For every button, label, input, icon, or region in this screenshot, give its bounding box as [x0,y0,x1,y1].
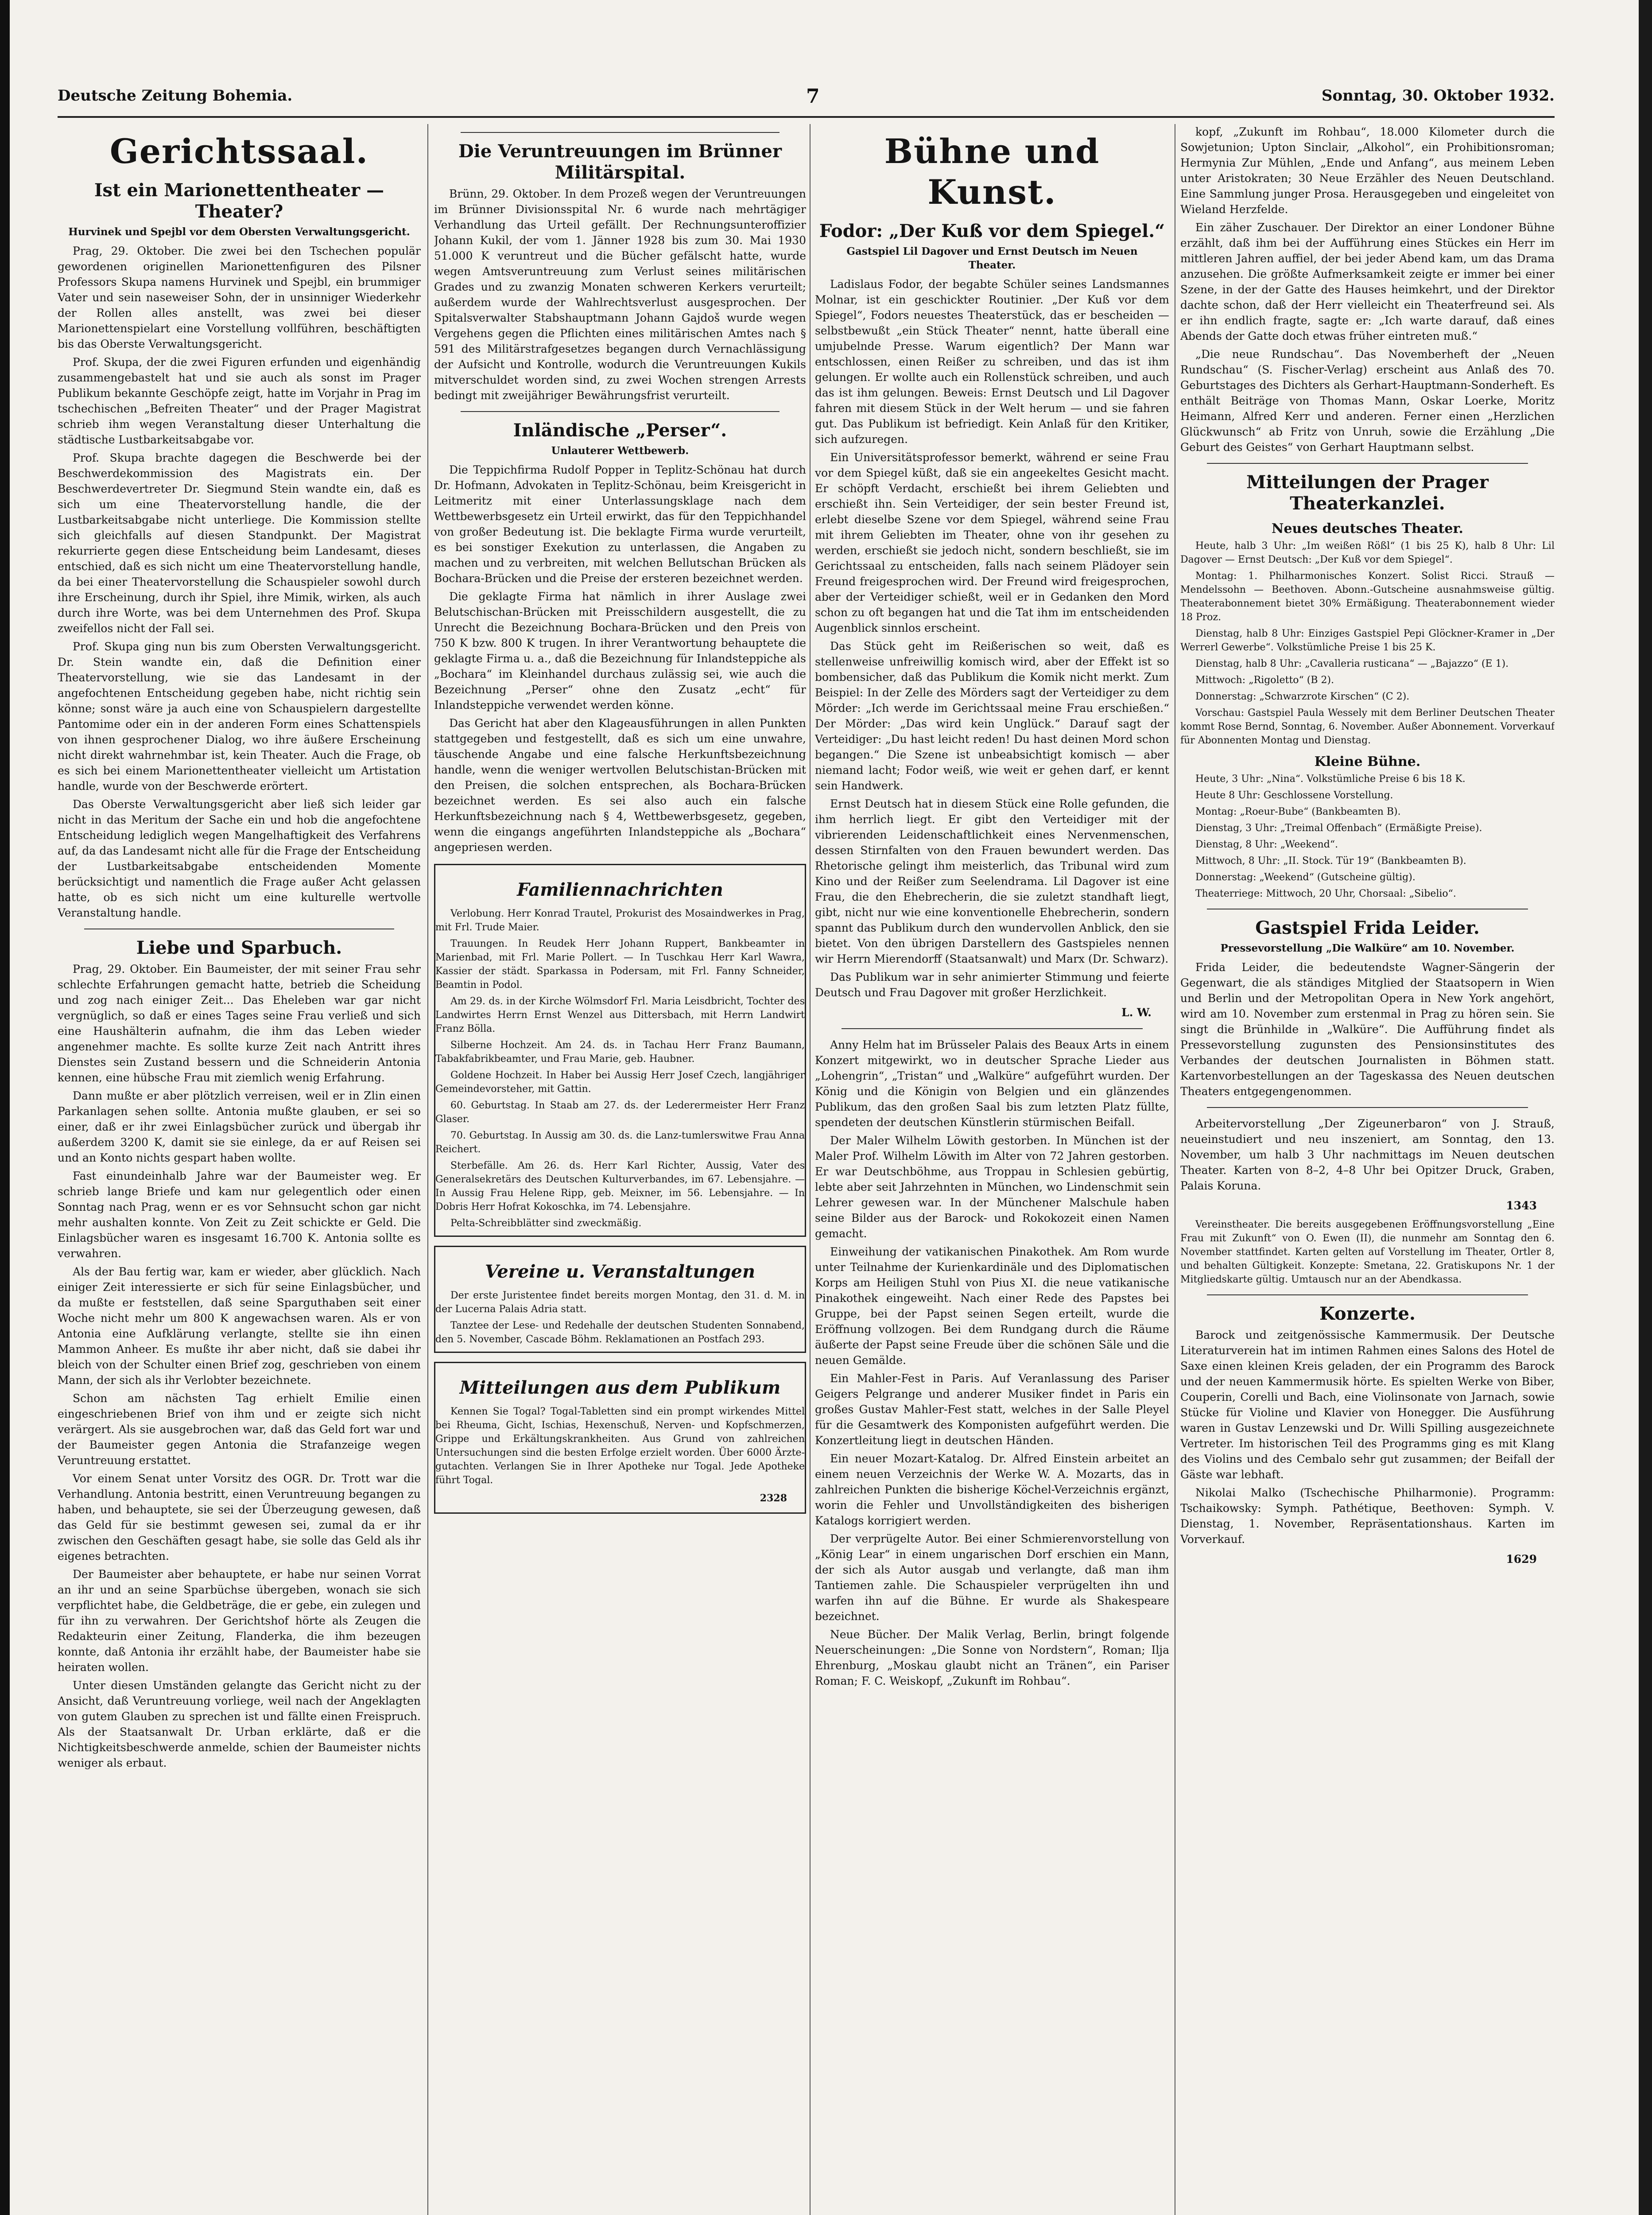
divider [1207,463,1528,464]
article-subtitle: Unlauterer Wettbewerb. [551,445,689,457]
column-rule [427,124,428,2215]
page-number: 7 [806,85,820,108]
article-title: Konzerte. [1319,1303,1415,1324]
scan-edge-left [0,0,10,2215]
notice: Trauungen. In Reudek Herr Johann Ruppert, Bankbeamter in Marienbad, mit Frl. Marie Pollert. — In Tuschkau Herr Karl Wawra, Kassier der städt. Sparkassa in Podersam, mit Frl. Fanny Schneider, Beamtin in Podol. [435,938,805,991]
article-title: Inländische „Perser“. [513,420,727,441]
paragraph: Das Publikum war in sehr animierter Stimmung und feierte Deutsch und Frau Dagover mit großer Herzlichkeit. [815,971,1169,999]
article-title: Ist ein Marionettentheater — Theater? [94,180,384,222]
ad-code: 2328 [760,1492,787,1504]
listing: Donnerstag: „Schwarzrote Kirschen“ (C 2). [1195,691,1410,702]
notice: Goldene Hochzeit. In Haber bei Aussig Herr Josef Czech, langjähriger Gemeindevorsteher, mit Gattin. [435,1070,805,1095]
paragraph: Der Baumeister aber behauptete, er habe nur seinen Vorrat an ihr und an seine Sparbüchse übergeben, wonach sie sich verpflichtet habe, die Geldbeträge, die er gebe, ein zulegen und für ihn zu verwahren. Der Gerichtshof hörte als Zeugen die Redakteurin einer Zeitung, Flanderka, die ihm bezeugen konnte, daß Antonia ihr erzählt habe, der Baumeister habe sie heiraten wollen. [58,1568,421,1674]
paragraph: Die Teppichfirma Rudolf Popper in Teplitz-Schönau hat durch Dr. Hofmann, Advokaten in Teplitz-Schönau, beim Kreisgericht in Leitmeritz mit einer Unterlassungsklage nach dem Wettbewerbsgesetz ein Urteil erwirkt, das für den Teppichhandel von großer Bedeutung ist. Die beklagte Firma wurde verurteilt, es bei sonstiger Exekution zu unterlassen, die Angaben zu machen und zu verbreiten, mit welchen Bellutschan Brücken als Bochara-Brücken und die Preise der ersteren bezeichnet werden. [434,463,806,585]
listing: Dienstag, 8 Uhr: „Weekend“. [1195,839,1338,850]
section-title-family: Familiennachrichten [517,879,723,900]
article-subtitle: Pressevorstellung „Die Walküre“ am 10. November. [1220,942,1515,954]
paragraph: Prof. Skupa, der die zwei Figuren erfunden und eigenhändig zusammengebastelt hat und sie auch als sonst im Prager Publikum bekannte Geschöpfe zeigt, hatte im Vorjahr in Prag im tschechischen „Befreiten Theater“ und der Prager Magistrat schrieb ihm wegen Veranstaltung dieser Unterhaltung die städtische Lustbarkeitsabgabe vor. [58,356,421,446]
notice: Sterbefälle. Am 26. ds. Herr Karl Richter, Aussig, Vater des Generalsekretärs des Deutschen Kulturverbandes, im 67. Lebensjahre. — In Aussig Frau Helene Ripp, geb. Meixner, im 56. Lebensjahre. — In Dobris Herr Hofrat Kokoschka, im 74. Lebensjahre. [435,1160,805,1212]
notice: Tanztee der Lese- und Redehalle der deutschen Studenten Sonnabend, den 5. November, Cascade Böhm. Reklamationen an Postfach 293. [435,1320,805,1345]
paragraph: Der Maler Wilhelm Löwith gestorben. In München ist der Maler Prof. Wilhelm Löwith im Alter von 72 Jahren gestorben. Er war Deutschböhme, aus Troppau in Schlesien gebürtig, lebte aber seit Jahrzehnten in München, wo Lindenschmit sein Lehrer gewesen war. In der Münchener Malschule haben seine Bilder aus der Barock- und Rokokozeit einen Namen gemacht. [815,1134,1169,1240]
column-4 [1180,124,1555,2215]
paragraph: Ein zäher Zuschauer. Der Direktor an einer Londoner Bühne erzählt, daß ihm bei der Aufführung eines Stückes ein Herr im mittleren Jahren auffiel, der bei jeder Abend kam, um das Drama anzusehen. Die größte Aufmerksamkeit zeigte er immer bei einer Szene, in der der Gatte des Hauses heimkehrt, und der Direktor dachte schon, daß der Herr vielleicht ein Theaterfreund sei. Als er ihn endlich fragte, sagte er: „Ich warte darauf, daß eines Abends der Gatte doch etwas früher eintreten muß.“ [1180,221,1555,342]
article-title: Mitteilungen der Prager Theaterkanzlei. [1246,472,1489,514]
paragraph: Nikolai Malko (Tschechische Philharmonie). Programm: Tschaikowsky: Symph. Pathétique, Beethoven: Symph. V. Dienstag, 1. November, Repräsentationshaus. Karten im Vorverkauf. [1180,1486,1555,1546]
paragraph: Ernst Deutsch hat in diesem Stück eine Rolle gefunden, die ihm herrlich liegt. Er gibt den Verteidiger mit der vibrierenden Leidenschaftlichkeit eines Nervenmenschen, dessen Stirnfalten von den Frauen bewundert werden. Das Rhetorische gelingt ihm meisterlich, das Tribunal wird zum Kino und der Reißer zum Seelendrama. Lil Dagover ist eine Frau, die den Ehebrecherin, die sie zuletzt standhaft liegt, gibt, nicht nur wie eine konventionelle Ehebrecherin, sondern spannt das Publikum durch den wundervollen Anblick, den sie bietet. Von den übrigen Darstellern des Gastspieles nennen wir Herrn Mierendorff (Staatsanwalt) und Marx (Dr. Schwarz). [815,797,1169,965]
issue-date: Sonntag, 30. Oktober 1932. [1321,87,1555,105]
listing: Heute, halb 3 Uhr: „Im weißen Rößl“ (1 bis 25 K), halb 8 Uhr: Lil Dagover — Ernst Deutsch: „Der Kuß vor dem Spiegel“. [1180,540,1555,565]
notice: Silberne Hochzeit. Am 24. ds. in Tachau Herr Franz Baumann, Tabakfabrikbeamter, und Frau Marie, geb. Haubner. [435,1040,805,1065]
notice: Pelta-Schreibblätter sind zweckmäßig. [450,1218,642,1229]
notice: Kennen Sie Togal? Togal-Tabletten sind ein prompt wirkendes Mittel bei Rheuma, Gicht, Ischias, Hexenschuß, Nerven- und Kopfschmerzen, Grippe und Erkältungskrankheiten. Aus Grund von zahlreichen Untersuchungen sind die besten Erfolge erzielt worden. Über 6000 Ärzte-gutachten. Verlangen Sie in Ihrer Apotheke nur Togal. Jede Apotheke führt Togal. [435,1406,805,1486]
paragraph: Frida Leider, die bedeutendste Wagner-Sängerin der Gegenwart, die als ständiges Mitglied der Staatsopern in Wien und Berlin und der Metropolitan Opera in New York angehört, wird am 10. November zum erstenmal in Prag zu hören sein. Sie singt die Brünhilde in „Walküre“. Die Aufführung findet als Pressevorstellung zugunsten des Pensionsinstitutes des Verbandes der deutschen Journalisten in Böhmen statt. Kartenvorbestellungen an der Tageskassa des Neuen deutschen Theaters entgegengenommen. [1180,961,1555,1098]
paragraph: Anny Helm hat im Brüsseler Palais des Beaux Arts in einem Konzert mitgewirkt, wo in deutscher Sprache Lieder aus „Lohengrin“, „Tristan“ und „Walküre“ aufgeführt wurden. Der König und die Königin von Belgien und ein glänzendes Publikum, das den großen Saal bis zum letzten Platz füllte, spendeten der deutschen Künstlerin stürmischen Beifall. [815,1038,1169,1129]
paragraph: Vereinstheater. Die bereits ausgegebenen Eröffnungsvorstellung „Eine Frau mit Zukunft“ von O. Ewen (II), die nunmehr am Sonntag den 6. November stattfindet. Karten gelten auf Vorstellung im Theater, Ortler 8, und behalten Gültigkeit. Konzepte: Smetana, 22. Gratiskupons Nr. 1 der Mitgliedskarte gültig. Umtausch nur an der Abendkassa. [1180,1219,1555,1285]
notice: Verlobung. Herr Konrad Trautel, Prokurist des Mosaindwerkes in Prag, mit Frl. Trude Maier. [435,908,805,933]
column-1 [58,124,421,2215]
public-notices-box [434,1362,806,1514]
paragraph: Das Oberste Verwaltungsgericht aber ließ sich leider gar nicht in das Meritum der Sache ein und hob die angefochtene Entscheidung lediglich wegen Mangelhaftigkeit des Verfahrens auf, da das Landesamt nicht alle für die Frage der Entscheidung der Lustbarkeitsabgabe entscheidenden Momente berücksichtigt und namentlich die Frage außer Acht gelassen hatte, ob es sich nicht um eine kulturelle wertvolle Veranstaltung handle. [58,798,421,919]
listing: Theaterriege: Mittwoch, 20 Uhr, Chorsaal: „Sibelio“. [1195,888,1456,899]
paragraph: Das Stück geht im Reißerischen so weit, daß es stellenweise unfreiwillig komisch wird, aber der Effekt ist so bombensicher, daß das Publikum die Komik nicht merkt. Zum Beispiel: In der Zelle des Mörders sagt der Verteidiger zu dem Mörder: „Ich werde im Gerichtssaal meine Frau erschießen.“ Der Mörder: „Das wird kein Unglück.“ Darauf sagt der Verteidiger: „Du hast leicht reden! Du hast deinen Mord schon begangen.“ Die Szene ist unbeabsichtigt komisch — aber niemand lacht; Fodor weiß, wie weit er gehen darf, er kennt sein Handwerk. [815,640,1169,792]
running-header [58,87,1555,113]
article-subtitle: Hurvinek und Spejbl vor dem Obersten Verwaltungsgericht. [68,226,410,238]
paragraph: Das Gericht hat aber den Klageausführungen in allen Punkten stattgegeben und festgestellt, daß es sich um eine unwahre, täuschende Angabe und eine falsche Herkunftsbezeichnung handle, wenn die weniger wertvollen Belutschistan-Brücken mit den Preisen, die solchen entsprechen, als Bochara-Brücken bezeichnet werden. Es sei also auch ein falsche Herkunftsbezeichnung nach § 4, Wettbewerbsgesetz, gegeben, wenn die eingangs angeführten Inlandsteppiche als „Bochara“ angepriesen werden. [434,717,806,854]
paragraph: Fast einundeinhalb Jahre war der Baumeister weg. Er schrieb lange Briefe und kam nur gelegentlich oder einen Sonntag nach Prag, wenn er es vor Sehnsucht schon gar nicht mehr aushalten konnte. Von Zeit zu Zeit schickte er Geld. Die Einlagsbücher waren es insgesamt 16.700 K. Antonia sollte es verwahren. [58,1170,421,1260]
header-rule [58,116,1555,118]
section-title-public: Mitteilungen aus dem Publikum [459,1377,781,1398]
article-title: Die Veruntreuungen im Brünner Militärspital. [458,141,782,183]
paragraph: Als der Bau fertig war, kam er wieder, aber glücklich. Nach einiger Zeit interessierte er sich für seine Einlagsbücher, und da mußte er feststellen, daß seine Sparguthaben seit einer Woche nicht mehr um 800 K angewachsen waren. Als er von Antonia eine Aufklärung verlangte, stellte sie ihn einen Mammon Anheer. Es mußte ihr aber nicht, daß sie dabei ihr bleich von der Schulter einen Brief zog, geschrieben von einem Mann, der sich als ihr Verlobter bezeichnete. [58,1265,421,1387]
column-3 [815,124,1169,2215]
paragraph: kopf, „Zukunft im Rohbau“, 18.000 Kilometer durch die Sowjetunion; Upton Sinclair, „Alkohol“, ein Prohibitionsroman; Hermynia Zur Mühlen, „Ende und Anfang“, aus meinem Leben unter Aristokraten; 30 Neue Erzähler des Neuen Deutschland. Eine Sammlung junger Prosa. Herausgegeben und eingeleitet von Wieland Herzfelde. [1180,125,1555,216]
author-signature: L. W. [1121,1006,1152,1019]
section-title-events: Vereine u. Veranstaltungen [485,1261,756,1282]
divider [842,1028,1143,1029]
paragraph: Ladislaus Fodor, der begabte Schüler seines Landsmannes Molnar, ist ein geschickter Routinier. „Der Kuß vor dem Spiegel“, Fodors neuestes Theaterstück, das er bescheiden — selbstbewußt „ein Stück Theater“ nennt, hatte überall eine umjubelnde Presse. Warum eigentlich? Der Mann war entschlossen, einen Reißer zu schreiben, und das ist ihm gelungen. Er wollte auch ein Rollenstück schreiben, und auch das ist ihm gelungen. Beweis: Ernst Deutsch und Lil Dagover fahren mit diesem Stück in der Welt herum — und sie fahren gut. Das Publikum ist befriedigt. Kein Anlaß für den Kritiker, sich aufzuregen. [815,278,1169,446]
paragraph: Brünn, 29. Oktober. In dem Prozeß wegen der Veruntreuungen im Brünner Divisionsspital Nr. 6 wurde nach mehrtägiger Verhandlung das Urteil gefällt. Der Rechnungsunteroffizier Johann Kukil, der vom 1. Jänner 1928 bis zum 30. Mai 1930 51.000 K veruntreut und die Bücher gefälscht hatte, wurde wegen Amtsveruntreuung zum Verlust seines militärischen Grades und zu zwanzig Monaten schweren Kerkers verurteilt; außerdem wurde der Wahlrechtsverlust ausgesprochen. Der Spitalsverwalter Stabshauptmann Johann Gajdoš wurde wegen Vergehens gegen die Pflichten eines militärischen Amtes nach § 591 des Militärstrafgesetzes begangen durch Vernachlässigung der Aufsicht und Kontrolle, wodurch die Veruntreuungen Kukils mitverschuldet worden sind, zu zwei Wochen strengen Arrests bedingt mit zweijähriger Bewährungsfrist verurteilt. [434,187,806,402]
divider [1207,1107,1528,1108]
paragraph: Unter diesen Umständen gelangte das Gericht nicht zu der Ansicht, daß Veruntreuung vorliege, weil nach der Angeklagten von gutem Glauben zu sprechen ist und fällte einen Freispruch. Als der Staatsanwalt Dr. Urban erklärte, daß er die Nichtigkeitsbeschwerde anmelde, schien der Baumeister nichts weniger als erbaut. [58,1679,421,1769]
divider [461,132,779,133]
paragraph: Prag, 29. Oktober. Ein Baumeister, der mit seiner Frau sehr schlechte Erfahrungen gemacht hatte, betrieb die Scheidung und zog nach einiger Zeit... Das Eheleben war gar nicht vergnüglich, so daß er eines Tages seine Frau verließ und sich eine Haushälterin aufnahm, die ihm das Leben wieder angenehmer machte. Es sollte kurze Zeit nach Antritt ihres Dienstes sein Zustand bessern und die Schneiderin Antonia kennen, eine hübsche Frau mit ziemlich wenig Erfahrung. [58,963,421,1084]
notice: Der erste Juristentee findet bereits morgen Montag, den 31. d. M. in der Lucerna Palais Adria statt. [435,1290,805,1315]
paragraph: Der verprügelte Autor. Bei einer Schmierenvorstellung von „König Lear“ in einem ungarischen Dorf erschien ein Mann, der sich als Autor ausgab und verlangte, daß man ihm Tantiemen zahle. Die Schauspieler verprügelten ihn und warfen ihn auf die Bühne. Er wurde als Shakespeare bezeichnet. [815,1532,1169,1623]
listing: Montag: „Roeur-Bube“ (Bankbeamten B). [1195,806,1401,817]
section-title-stage: Bühne und Kunst. [884,132,1100,212]
listing: Donnerstag: „Weekend“ (Gutscheine gültig). [1195,872,1415,883]
ad-code: 1629 [1506,1553,1537,1566]
paragraph: Dann mußte er aber plötzlich verreisen, weil er in Zlin einen Parkanlagen sehen sollte. Antonia mußte glauben, er sei so einer, daß er ihr zwei Einlagsbücher zurück und übergab ihr außerdem 3200 K, damit sie sie einlege, da er auf Reisen sei und an Konto nichts gespart haben wollte. [58,1089,421,1164]
listing: Vorschau: Gastspiel Paula Wessely mit dem Berliner Deutschen Theater kommt Rose Bernd, Sonntag, 6. November. Außer Abonnement. Vorverkauf für Abonnenten Montag und Dienstag. [1180,707,1555,746]
divider [1207,1294,1528,1295]
listing: Dienstag, halb 8 Uhr: „Cavalleria rusticana“ — „Bajazzo“ (E 1). [1195,658,1509,669]
scan-edge-right [1639,0,1652,2215]
article-subtitle: Gastspiel Lil Dagover und Ernst Deutsch im Neuen Theater. [846,245,1138,271]
paragraph: Schon am nächsten Tag erhielt Emilie einen eingeschriebenen Brief von ihm und er zeigte sich nicht verärgert. Als sie ausgebrochen war, daß das Geld fort war und der Baumeister gegen Antonia die Strafanzeige wegen Veruntreuung erstattet. [58,1392,421,1467]
listing: Mittwoch, 8 Uhr: „II. Stock. Tür 19“ (Bankbeamten B). [1195,855,1466,867]
divider [461,411,779,412]
paragraph: „Die neue Rundschau“. Das Novemberheft der „Neuen Rundschau“ (S. Fischer-Verlag) erscheint aus Anlaß des 70. Geburtstages des Dichters als Gerhart-Hauptmann-Sonderheft. Es enthält Beiträge von Thomas Mann, Oskar Loerke, Moritz Heimann, Alfred Kerr und anderen. Ferner einen „Herzlichen Glückwunsch“ ab Fritz von Unruh, sowie die Erzählung „Die Geburt des Geistes“ von Gerhart Hauptmann selbst. [1180,348,1555,454]
paragraph: Arbeitervorstellung „Der Zigeunerbaron“ von J. Strauß, neueinstudiert und neu inszeniert, am Sonntag, den 13. November, um halb 3 Uhr nachmittags im Neuen deutschen Theater. Karten von 8–2, 4–8 Uhr bei Opitzer Druck, Graben, Palais Koruna. [1180,1117,1555,1192]
notice: 70. Geburtstag. In Aussig am 30. ds. die Lanz-tumlerswitwe Frau Anna Reichert. [435,1130,805,1155]
article-title: Liebe und Sparbuch. [136,937,342,958]
notice: 60. Geburtstag. In Staab am 27. ds. der Lederermeister Herr Franz Glaser. [435,1100,805,1125]
events-box [434,1246,806,1353]
paragraph: Neue Bücher. Der Malik Verlag, Berlin, bringt folgende Neuerscheinungen: „Die Sonne von Nordstern“, Roman; Ilja Ehrenburg, „Moskau glaubt nicht an Tränen“, ein Pariser Roman; F. C. Weiskopf, „Zukunft im Rohbau“. [815,1628,1169,1687]
paragraph: Barock und zeitgenössische Kammermusik. Der Deutsche Literaturverein hat im intimen Rahmen eines Salons des Hotel de Saxe einen kleinen Kreis geladen, der ein Programm des Barock und der neuen Kammermusik hörte. Es spielten Werke von Biber, Couperin, Corelli und Bach, eine Violinsonate von Jarnach, sowie Stücke für Violine und Klavier von Honegger. Die Ausführung waren in Gustav Lenzewski und Dr. Willi Spilling ausgezeichnete Vertreter. Im historischen Teil des Programms ging es mit Klang des Violins und des Cembalo sehr gut zusammen; der Beifall der Gäste war lebhaft. [1180,1329,1555,1481]
paragraph: Ein Universitätsprofessor bemerkt, während er seine Frau vor dem Spiegel küßt, daß sie ein angeekeltes Gesicht macht. Er schöpft Verdacht, erschießt bei ihrem Geliebten und erschießt ihn. Sein Verteidiger, der sein bester Freund ist, erlebt dieselbe Szene vor dem Spiegel, während seine Frau mit ihrem Geliebten im Theater, ohne von ihr gesehen zu werden, erschießt sie jedoch nicht, sondern beschließt, sie im Gerichtssaal zu entscheiden, falls nach seinem Plädoyer sein Freund freigesprochen wird. Der Freund wird freigesprochen, aber der Verteidiger schießt, weil er in Gedanken den Mord schon zu oft begangen hat und die Tat ihm im entscheidenden Augenblick sinnlos erscheint. [815,451,1169,634]
paragraph: Ein neuer Mozart-Katalog. Dr. Alfred Einstein arbeitet an einem neuen Verzeichnis der Werke W. A. Mozarts, das in zahlreichen Punkten die bisherige Köchel-Verzeichnis ergänzt, worin die Fehler und Unvollständigkeiten des bisherigen Katalogs korrigiert werden. [815,1452,1169,1527]
ad-code: 1343 [1506,1199,1537,1212]
listing: Montag: 1. Philharmonisches Konzert. Solist Ricci. Strauß — Mendelssohn — Beethoven. Abonn.-Gutscheine ausnahmsweise gültig. Theaterabonnement bietet 30% Ermäßigung. Theaterabonnement wieder 18 Proz. [1180,571,1555,623]
paragraph: Prof. Skupa brachte dagegen die Beschwerde bei der Beschwerdekommission des Magistrats ein. Der Beschwerdevertreter Dr. Siegmund Stein wandte ein, daß es sich um eine Theatervorstellung handle, die der Lustbarkeitsabgabe nicht unterliege. Die Kommission stellte sich gleichfalls auf diesen Standpunkt. Der Magistrat rekurrierte gegen diese Entscheidung beim Landesamt, dieses entschied, daß es sich nicht um eine Theatervorstellung handle, da bei einer Theatervorstellung die Schauspieler sowohl durch ihre Erscheinung, durch ihr Spiel, ihre Mimik, wirken, als auch durch ihre Worte, was bei dem Unternehmen des Prof. Skupa zweifellos nicht der Fall sei. [58,451,421,635]
notice: Am 29. ds. in der Kirche Wölmsdorf Frl. Maria Leisdbricht, Tochter des Landwirtes Herrn Ernst Wenzel aus Dittersbach, mit Herrn Landwirt Franz Bölla. [435,996,805,1034]
listing: Heute, 3 Uhr: „Nina“. Volkstümliche Preise 6 bis 18 K. [1195,773,1466,785]
paragraph: Vor einem Senat unter Vorsitz des OGR. Dr. Trott war die Verhandlung. Antonia bestritt, einen Veruntreuung begangen zu haben, und behauptete, sie sei der Überzeugung gewesen, daß das Geld für sie bestimmt gewesen sei, zumal da er ihr zwischen den Geschäften gesagt habe, sie solle das Geld als ihr eigenes betrachten. [58,1472,421,1562]
article-title: Fodor: „Der Kuß vor dem Spiegel.“ [819,221,1165,241]
listing: Heute 8 Uhr: Geschlossene Vorstellung. [1195,790,1393,801]
listing: Dienstag, 3 Uhr: „Treimal Offenbach“ (Ermäßigte Preise). [1195,823,1482,834]
paper-name: Deutsche Zeitung Bohemia. [58,87,293,105]
article-title: Gastspiel Frida Leider. [1255,917,1480,938]
listing: Dienstag, halb 8 Uhr: Einziges Gastspiel Pepi Glöckner-Kramer in „Der Werrerl Gewerbe“. Volkstümliche Preise 1 bis 25 K. [1180,628,1555,653]
paragraph: Die geklagte Firma hat nämlich in ihrer Auslage zwei Belutschischan-Brücken mit Preisschildern ausgestellt, die zu Unrecht die Bezeichnung Bochara-Brücken und den Preis von 750 K bzw. 800 K trugen. In ihrer Verantwortung behauptete die geklagte Firma u. a., daß die Bezeichnung für Inlandsteppiche als „Bochara“ im Kleinhandel durchaus zulässig sei, wie auch die Bezeichnung „Perser“ ohne den Zusatz „echt“ für Inlandsteppiche verwendet werden könne. [434,590,806,711]
subsection-title: Neues deutsches Theater. [1272,521,1463,536]
column-2 [434,124,806,2215]
paragraph: Ein Mahler-Fest in Paris. Auf Veranlassung des Pariser Geigers Pelgrange und anderer Musiker findet in Paris ein großes Gustav Mahler-Fest statt, welches in der Salle Pleyel für die Gesamtwerk des Komponisten aufgeführt werden. Die Konzertleitung liegt in deutschen Händen. [815,1372,1169,1447]
listing: Mittwoch: „Rigoletto“ (B 2). [1195,675,1334,686]
family-news-box [434,864,806,1237]
paragraph: Prof. Skupa ging nun bis zum Obersten Verwaltungsgericht. Dr. Stein wandte ein, daß die Definition einer Theatervorstellung, wie sie das Landesamt in der angefochtenen Entscheidung gegeben habe, nicht richtig sein könne; sonst wäre ja auch eine von Schauspielern dargestellte Pantomime oder ein in der anderen Form eines Schattenspiels von ihnen gesprochener Dialog, wo ihre äußere Erscheinung nicht direkt wahrnehmbar ist, kein Theater. Auch die Frage, ob es sich bei einem Marionettentheater vielleicht um Artistation handle, wurde von der Beschwerde erörtert. [58,640,421,793]
section-title-court: Gerichtssaal. [109,132,369,171]
subsection-title: Kleine Bühne. [1314,754,1421,769]
paragraph: Prag, 29. Oktober. Die zwei bei den Tschechen populär gewordenen originellen Marionettenfiguren des Pilsner Professors Skupa namens Hurvinek und Spejbl, ein brummiger Vater und sein naseweiser Sohn, der in unsinniger Wiederkehr der Rollen alles anstellt, was zwei bei dieser Marionettenspielart eine Vorstellung vollführen, beschäftigten bis das Oberste Verwaltungsgericht. [58,245,421,350]
paragraph: Einweihung der vatikanischen Pinakothek. Am Rom wurde unter Teilnahme der Kurienkardinäle und des Diplomatischen Korps am Heiligen Stuhl von Pius XI. die neue vatikanische Pinakothek eingeweiht. Nach einer Rede des Papstes bei Gruppe, bei der Papst seinen Segen erteilt, wurde die Eröffnung vollzogen. Bei dem Rundgang durch die Räume äußerte der Papst seine Freude über die schönen Säle und die neuen Gemälde. [815,1245,1169,1367]
